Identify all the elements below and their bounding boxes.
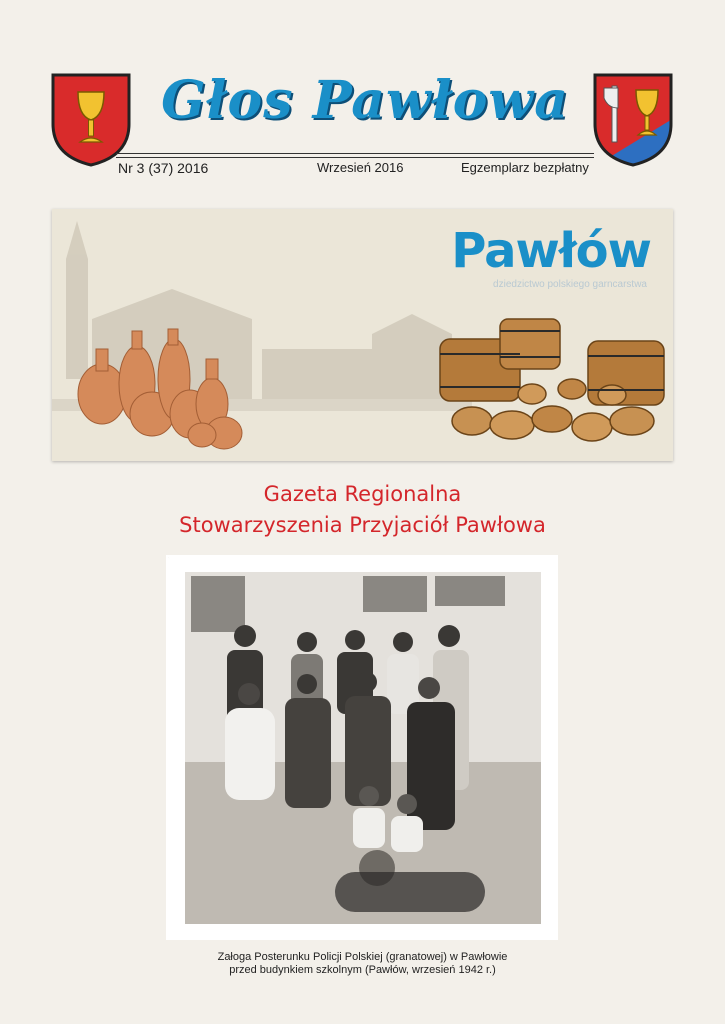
newspaper-title: Głos Pawłowa: [161, 70, 569, 131]
historical-group-photo: [185, 572, 541, 924]
masthead-rule-bottom: [116, 157, 594, 158]
heritage-banner: [52, 209, 673, 461]
masthead-rule-top: [116, 153, 594, 154]
free-copy-label: Egzemplarz bezpłatny: [461, 160, 589, 175]
issue-number: Nr 3 (37) 2016: [118, 160, 209, 176]
photo-caption-line-1: Załoga Posterunku Policji Polskiej (granatowej) w Pawłowie: [217, 951, 508, 963]
subtitle-line-1: Gazeta Regionalna: [263, 482, 462, 506]
issue-date: Wrzesień 2016: [317, 160, 404, 175]
right-coat-of-arms: [592, 72, 674, 168]
wooden-barrels: [440, 319, 664, 441]
photo-caption-line-2: przed budynkiem szkolnym (Pawłów, wrzesień 1942 r.): [229, 964, 496, 976]
subtitle-line-2: Stowarzyszenia Przyjaciół Pawłowa: [179, 513, 546, 537]
banner-title: Pawłów: [451, 223, 651, 279]
banner-subtitle: dziedzictwo polskiego garncarstwa: [493, 279, 647, 290]
